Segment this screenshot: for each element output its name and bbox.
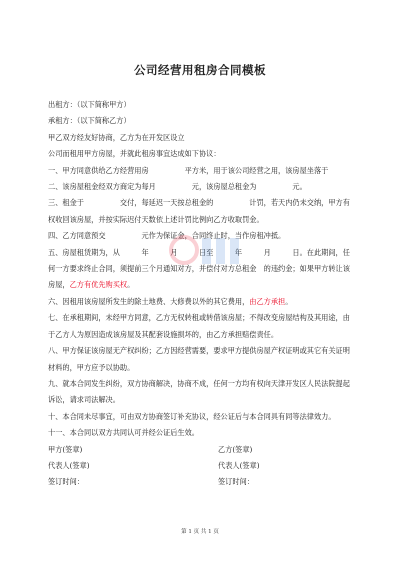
clause-10: 十、本合同未尽事宜，可由双方协商签订补充协议，经公证后与本合同具有同等法律效力。 (48, 411, 336, 421)
clause-4: 四、乙方同意预交 元作为保证金，合同终止时，当作房租冲抵。 (48, 231, 286, 241)
intro-line-1: 甲乙双方经友好协商，乙方为在开发区设立 (48, 132, 185, 142)
party-b-seal: 乙方(签章) (218, 444, 253, 454)
rep-b: 代表人(签章) (218, 460, 260, 470)
signature-row-seal (48, 442, 357, 458)
party-lessor: 出租方：（以下简称甲方） (48, 100, 131, 109)
clause-5-highlight: 乙方有优先购买权 (69, 280, 128, 290)
clause-3: 三、租金于 交付，每延迟一天按总租金的 计罚，若天内仍未交纳，甲方有权收回该房屋，并按实际迟付天数依上述计罚比例向乙方收取罚金。 (48, 198, 350, 224)
clause-1: 一、甲方同意供给乙方经营用房 平方米，用于该公司经营之用，该房屋坐落于 (48, 165, 329, 175)
clause-6-end: 。 (285, 296, 293, 306)
date-b: 签订时间： (218, 477, 254, 487)
signature-row-rep (48, 458, 357, 474)
clause-6 (48, 294, 357, 310)
clause-5-text: 五、房屋租赁期为，从 年 月 日至 年 月 日。在此期间，任何一方要求终止合同，须提前三个月通知对方，并偿付对方总租金 的违约金；如果甲方转让该房屋， (48, 247, 350, 290)
page-footer: 第 1 页 共 1 页 (181, 529, 219, 535)
clause-8: 八、甲方保证该房屋无产权纠纷；乙方因经营需要，要求甲方提供房屋产权证明或其它有关证明材料的，甲方应予以协助。 (48, 346, 350, 372)
clause-6-text: 六、因租用该房屋所发生的除土地费、大修费以外的其它费用， (48, 296, 250, 306)
clause-5-end: 。 (127, 280, 135, 290)
clause-9: 九、就本合同发生纠纷，双方协商解决，协商不成，任何一方均有权向天津开发区人民法院提起诉讼，请求司法解决。 (48, 378, 350, 405)
document-body (48, 97, 357, 491)
clause-11: 十一、本合同以双方共同认可并经公证后生效。 (48, 428, 199, 438)
clause-5 (48, 245, 357, 294)
party-lessee: 承租方：（以下简称乙方） (48, 116, 131, 126)
signature-row-date (48, 474, 357, 490)
clause-2: 二、该房屋租金经双方商定为每月 元，该房屋总租金为 元。 (48, 182, 307, 192)
date-a: 签订时间： (48, 477, 84, 487)
document-title: 公司经营用租房合同模板 (134, 63, 266, 77)
clause-7: 七、在承租期间，未经甲方同意，乙方无权转租或转借该房屋；不得改变房屋结构及其用途，由于乙方人为原因造成该房屋及其配套设施损坏的，由乙方承担赔偿责任。 (48, 313, 350, 339)
party-a-seal: 甲方(签章) (48, 444, 83, 454)
clause-6-highlight: 由乙方承担 (249, 296, 286, 306)
rep-a: 代表人(签章) (48, 460, 90, 470)
intro-line-2: 公司而租用甲方房屋，并就此租房事宜达成如下协议： (48, 149, 221, 159)
